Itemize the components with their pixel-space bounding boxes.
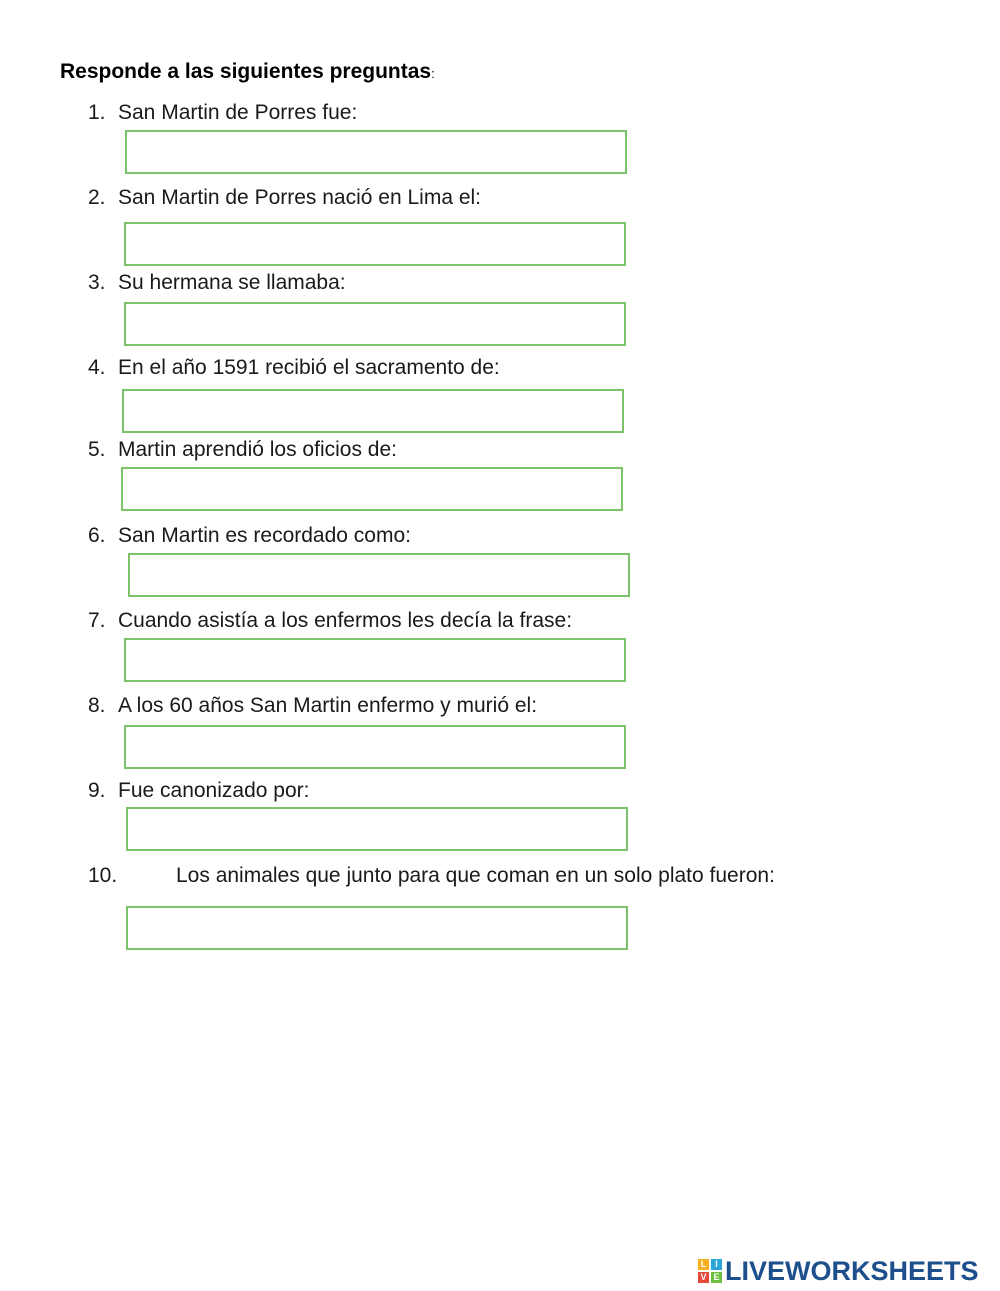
- question-text: Martin aprendió los oficios de:: [118, 438, 397, 461]
- question-text: San Martin es recordado como:: [118, 524, 411, 547]
- answer-input-2[interactable]: [124, 222, 626, 266]
- question-text: Cuando asistía a los enfermos les decía la frase:: [118, 609, 573, 632]
- question-number: 2.: [88, 186, 106, 209]
- question-text: Los animales que junto para que coman en un solo plato fueron:: [176, 864, 775, 887]
- logo-mark-letter: V: [698, 1272, 709, 1283]
- question-text: San Martin de Porres fue:: [118, 101, 358, 124]
- question-number: 3.: [88, 271, 106, 294]
- question-text: En el año 1591 recibió el sacramento de:: [118, 356, 500, 379]
- question-number: 4.: [88, 356, 106, 379]
- question-text: San Martin de Porres nació en Lima el:: [118, 186, 482, 209]
- question-number: 5.: [88, 438, 106, 461]
- logo-mark-letter: I: [711, 1259, 722, 1270]
- answer-input-10[interactable]: [126, 906, 628, 950]
- answer-input-1[interactable]: [125, 130, 627, 174]
- question-number: 9.: [88, 779, 106, 802]
- question-number: 8.: [88, 694, 106, 717]
- question-text: Su hermana se llamaba:: [118, 271, 346, 294]
- answer-input-7[interactable]: [124, 638, 626, 682]
- worksheet-title: [60, 60, 435, 84]
- answer-input-4[interactable]: [122, 389, 624, 433]
- question-number: 7.: [88, 609, 106, 632]
- logo-mark-icon: [698, 1259, 722, 1283]
- answer-input-6[interactable]: [128, 553, 630, 597]
- question-text: A los 60 años San Martin enfermo y murió el:: [118, 694, 538, 717]
- answer-input-8[interactable]: [124, 725, 626, 769]
- question-number: 1.: [88, 101, 106, 124]
- liveworksheets-logo: [698, 1257, 979, 1285]
- question-number: 10.: [88, 864, 118, 887]
- question-number: 6.: [88, 524, 106, 547]
- answer-input-9[interactable]: [126, 807, 628, 851]
- worksheet-title-text: Responde a las siguientes preguntas: [60, 60, 432, 83]
- answer-input-5[interactable]: [121, 467, 623, 511]
- question-text: Fue canonizado por:: [118, 779, 310, 802]
- worksheet-title-colon: :: [431, 66, 435, 81]
- logo-mark-letter: L: [698, 1259, 709, 1270]
- logo-text: LIVEWORKSHEETS: [725, 1255, 979, 1286]
- logo-mark-letter: E: [711, 1272, 722, 1283]
- answer-input-3[interactable]: [124, 302, 626, 346]
